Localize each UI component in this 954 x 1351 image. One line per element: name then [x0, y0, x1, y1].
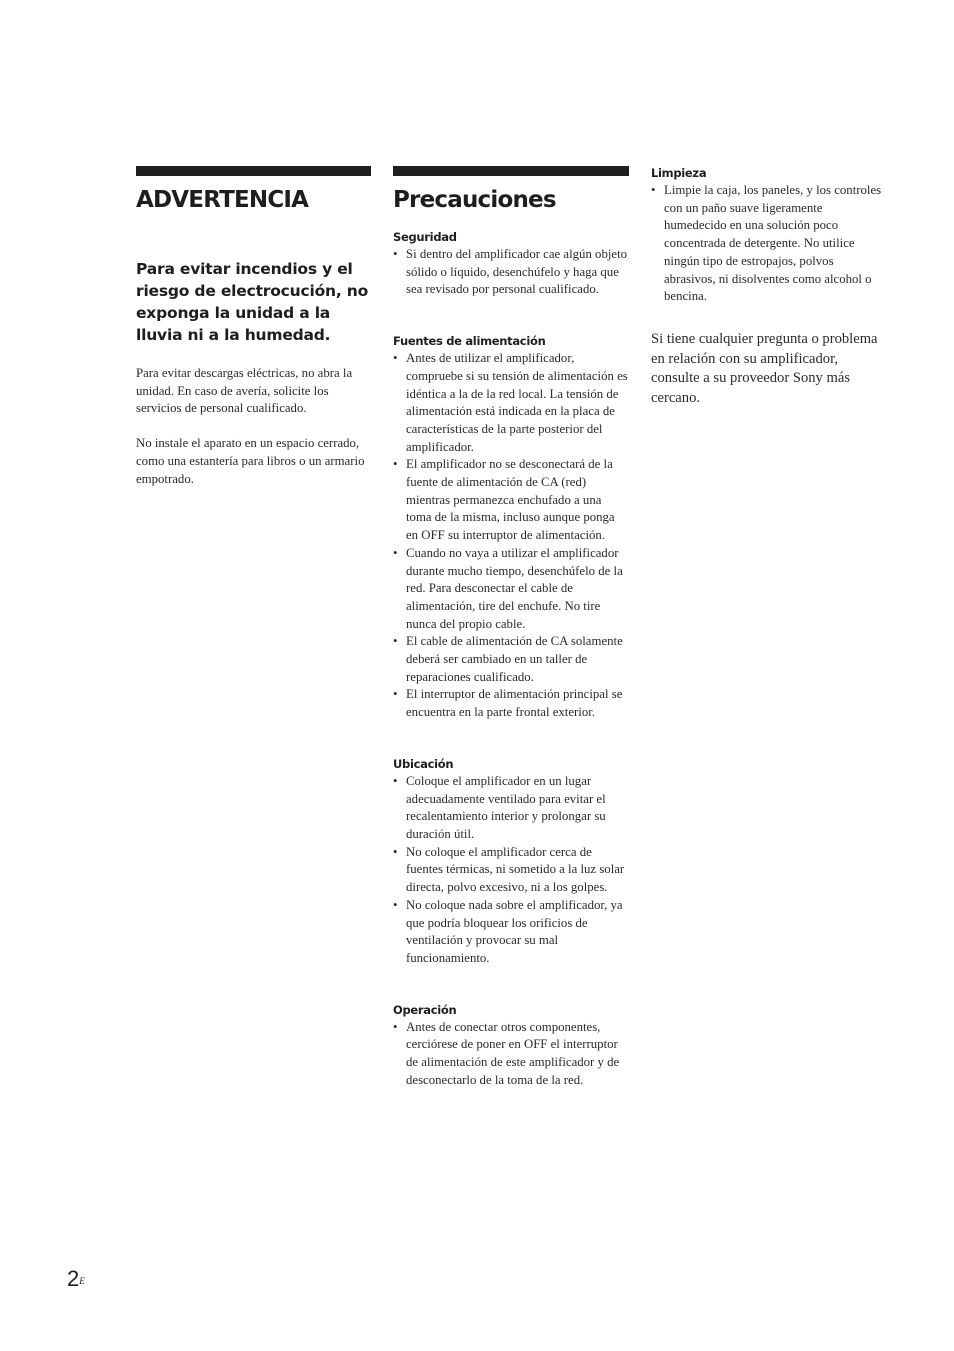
list-item-text: Cuando no vaya a utilizar el amplificador durante mucho tiempo, desenchúfelo de la red. Para desconectar el cable de alimentación, tire del enchufe. No tire nunca del propio cable.: [406, 545, 623, 631]
warning-paragraph: No instale el aparato en un espacio cerrado, como una estantería para libros o un armario empotrado.: [136, 436, 365, 486]
closing-paragraph: Si tiene cualquier pregunta o problema en relación con su amplificador, consulte a su proveedor Sony más cercano.: [651, 330, 878, 406]
section-heading: Ubicación: [393, 756, 454, 771]
section-operacion: [393, 1001, 629, 1090]
warning-text: Para evitar incendios y el riesgo de electrocución, no exponga la unidad a la lluvia ni a la humedad.: [136, 260, 369, 344]
section-seguridad: [393, 228, 629, 299]
bullet-icon: •: [393, 687, 398, 702]
section-rule: [136, 166, 371, 176]
section-heading: Fuentes de alimentación: [393, 334, 546, 349]
section-heading: Seguridad: [393, 230, 457, 244]
list-item: [393, 350, 629, 456]
section-fuentes: [393, 332, 629, 722]
list-item: [651, 182, 887, 306]
bullet-list: [393, 1019, 629, 1090]
warning-paragraph: Para evitar descargas eléctricas, no abra la unidad. En caso de avería, solicite los servicios de personal cualificado.: [136, 366, 353, 416]
list-item: [393, 545, 629, 634]
list-item-text: Limpie la caja, los paneles, y los controles con un paño suave ligeramente humedecido en una solución poco concentrada de detergente. No utilice ningún tipo de estropajos, polvos abrasivos, ni disolventes como alcohol o bencina.: [664, 183, 882, 304]
list-item-text: Si dentro del amplificador cae algún objeto sólido o líquido, desenchúfelo y haga que sea revisado por personal cualificado.: [406, 247, 628, 297]
list-item-text: No coloque nada sobre el amplificador, ya que podría bloquear los orificios de ventilación y provocar su mal funcionamiento.: [406, 897, 623, 965]
advertencia-title: ADVERTENCIA: [136, 187, 309, 213]
list-item-text: No coloque el amplificador cerca de fuentes térmicas, ni sometido a la luz solar directa, polvo excesivo, ni a los golpes.: [406, 844, 625, 895]
section-rule: [393, 166, 629, 176]
precauciones-title: Precauciones: [393, 187, 556, 213]
page-number-suffix: E: [79, 1276, 85, 1286]
bullet-icon: •: [393, 457, 398, 472]
list-item: [393, 1019, 629, 1090]
list-item: [393, 686, 629, 721]
list-item-text: El interruptor de alimentación principal se encuentra en la parte frontal exterior.: [406, 687, 623, 720]
bullet-list: [651, 182, 887, 306]
section-ubicacion: [393, 755, 629, 968]
list-item: [393, 844, 629, 897]
section-heading: Limpieza: [651, 166, 707, 180]
bullet-icon: •: [393, 844, 398, 859]
page-number: [67, 1265, 85, 1293]
list-item-text: El cable de alimentación de CA solamente deberá ser cambiado en un taller de reparaciones cualificado.: [406, 634, 623, 684]
list-item-text: Coloque el amplificador en un lugar adecuadamente ventilado para evitar el recalentamiento interior y prolongar su duración útil.: [406, 773, 606, 841]
list-item-text: El amplificador no se desconectará de la fuente de alimentación de CA (red) mientras permanezca enchufado a una toma de la misma, incluso aunque ponga en OFF su interruptor de alimentación.: [406, 457, 615, 543]
list-item: [393, 456, 629, 545]
bullet-icon: •: [393, 545, 398, 560]
list-item-text: Antes de utilizar el amplificador, compruebe si su tensión de alimentación es idéntica a la de la red local. La tensión de alimentación está indicada en la placa de características de la parte posterior del amplificador.: [406, 351, 628, 454]
list-item: [393, 633, 629, 686]
bullet-list: [393, 246, 629, 299]
bullet-list: [393, 350, 629, 722]
bullet-icon: •: [393, 351, 398, 366]
page-number-value: 2: [67, 1266, 80, 1291]
list-item: [393, 773, 629, 844]
section-heading: Operación: [393, 1002, 457, 1017]
limpieza-column: [651, 164, 887, 408]
bullet-icon: •: [393, 1019, 398, 1034]
bullet-icon: •: [393, 897, 398, 912]
bullet-icon: •: [651, 183, 656, 197]
list-item-text: Antes de conectar otros componentes, cerciórese de poner en OFF el interruptor de alimentación de este amplificador y de desconectarlo de la toma de la red.: [406, 1019, 620, 1087]
bullet-icon: •: [393, 247, 398, 261]
list-item: [393, 897, 629, 968]
advertencia-column: [136, 166, 371, 488]
bullet-list: [393, 773, 629, 968]
bullet-icon: •: [393, 634, 398, 649]
bullet-icon: •: [393, 773, 398, 788]
list-item: [393, 246, 629, 299]
precauciones-column: [393, 166, 629, 1089]
